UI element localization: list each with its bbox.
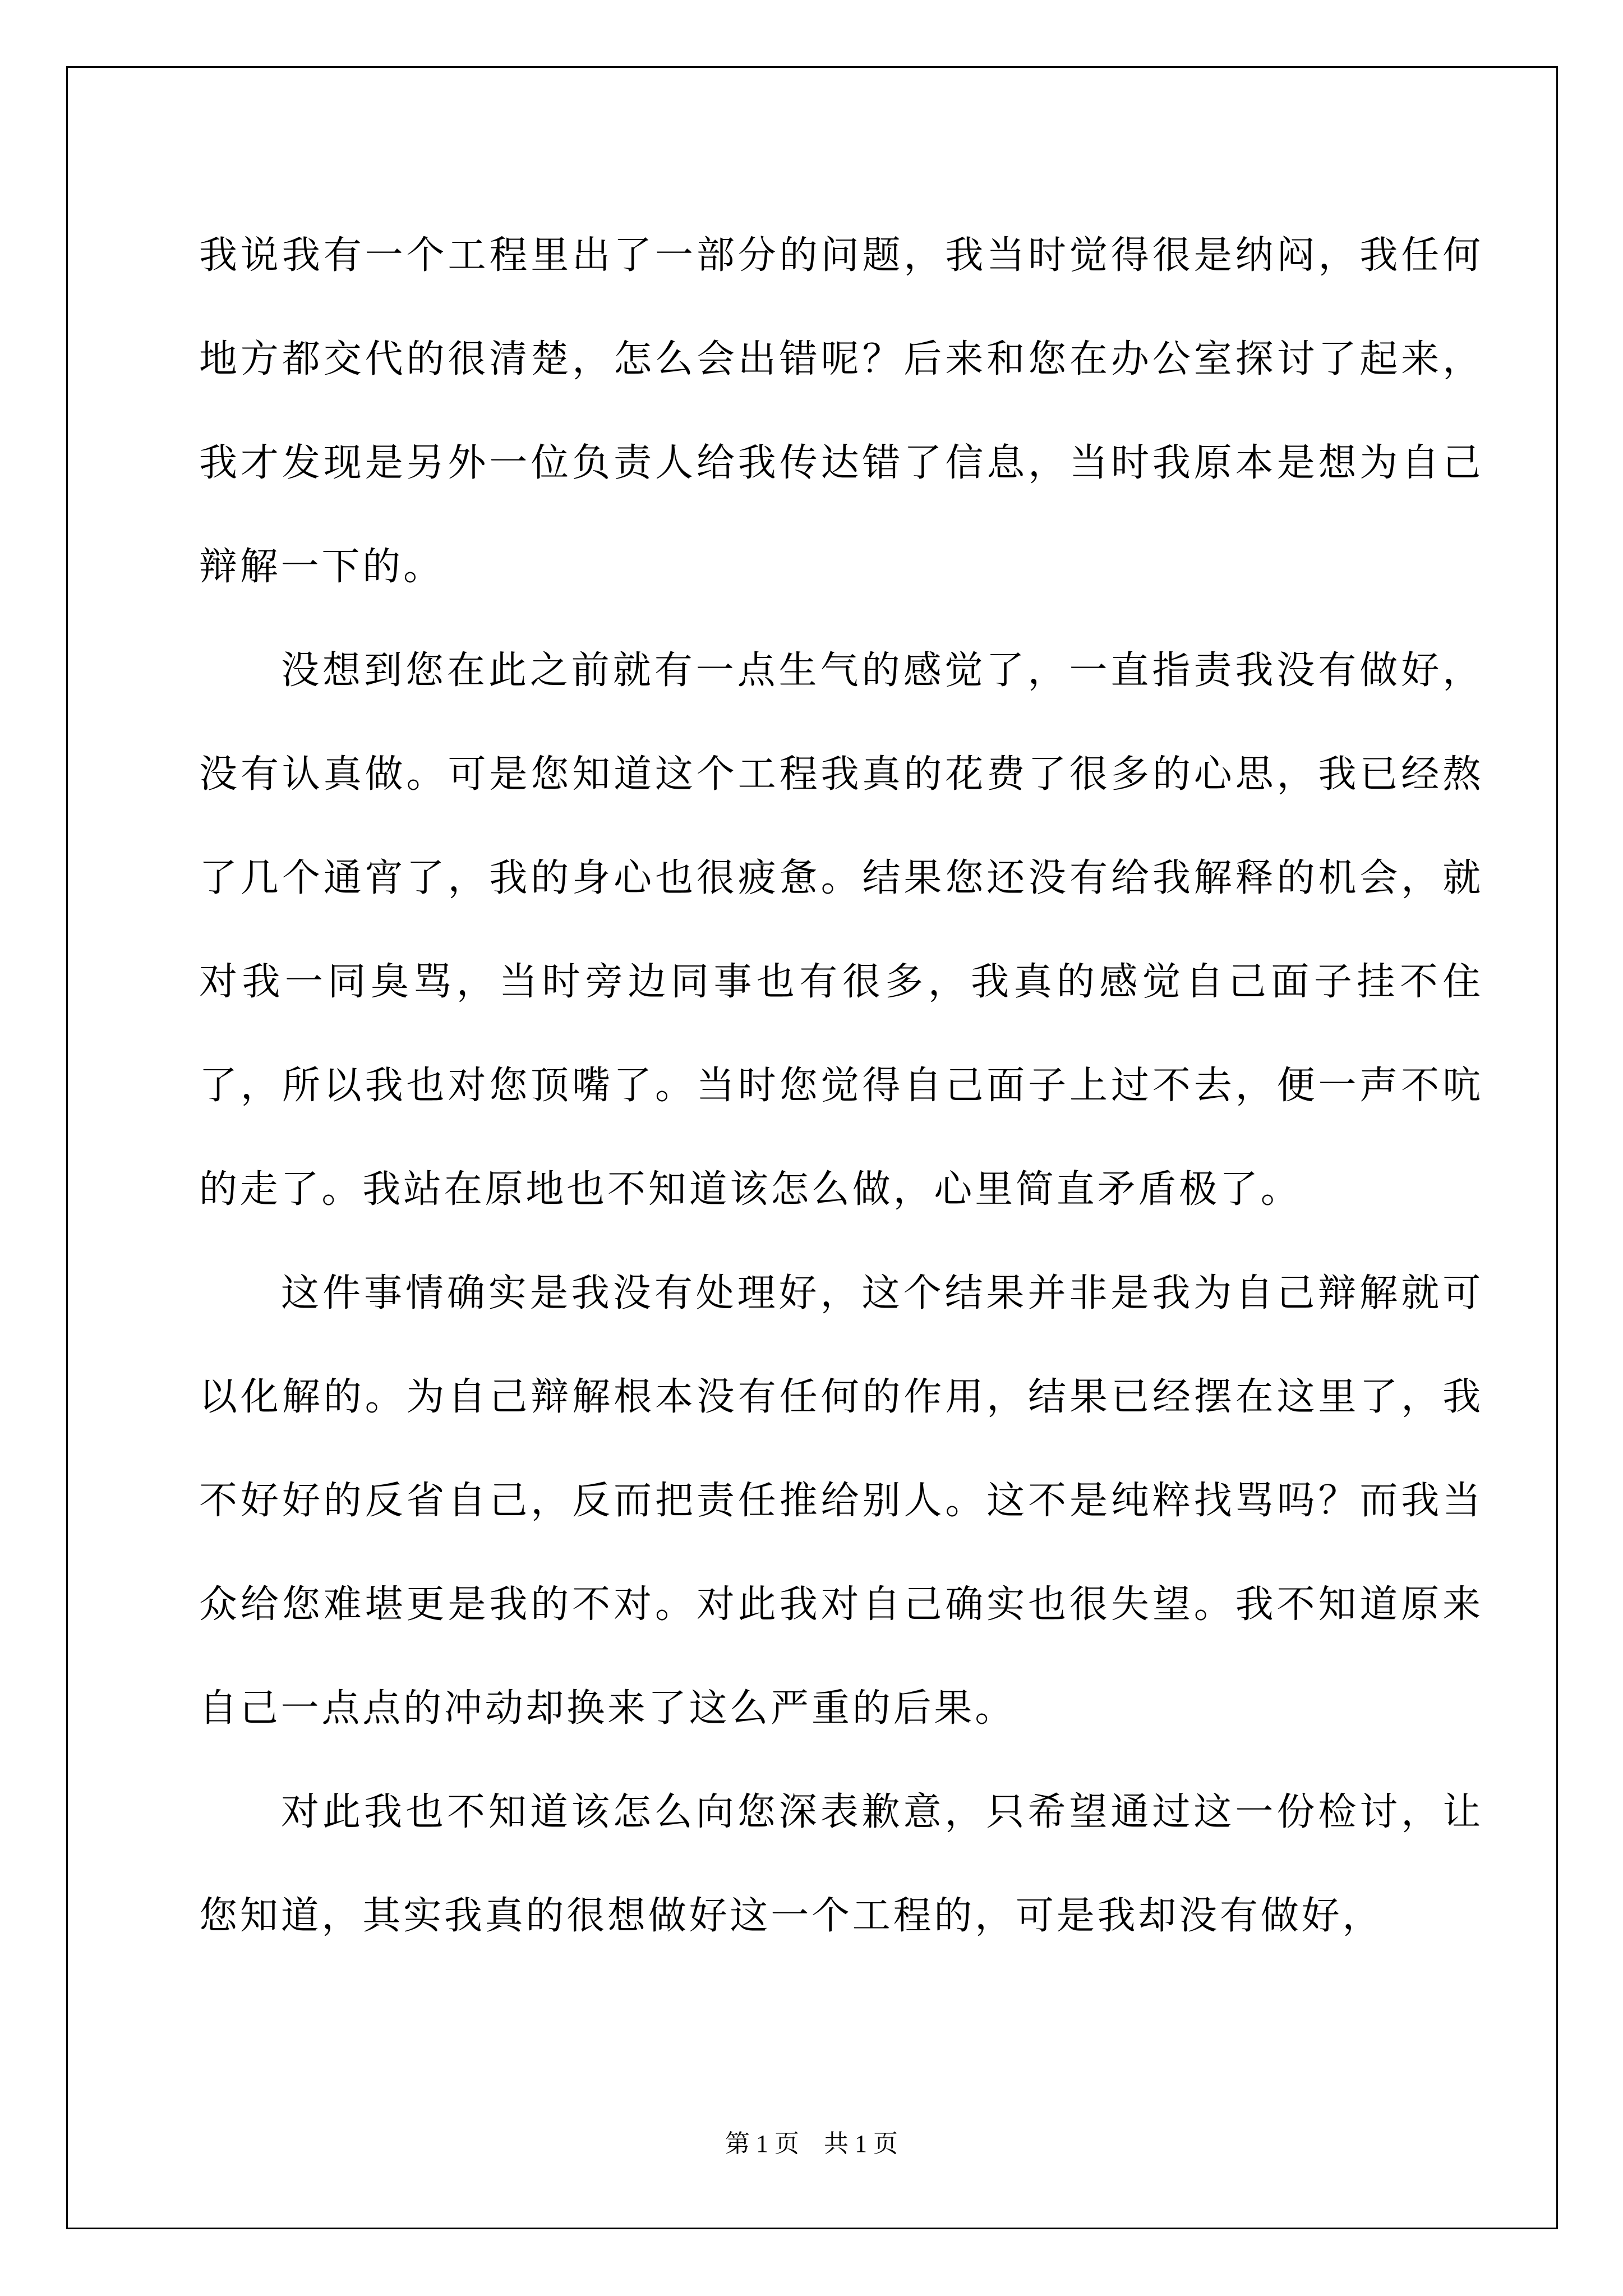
paragraph-4: 对此我也不知道该怎么向您深表歉意，只希望通过这一份检讨，让您知道，其实我真的很想做好这一个工程的，可是我却没有做好，: [199, 1790, 1483, 1938]
paragraph-3: 这件事情确实是我没有处理好，这个结果并非是我为自己辩解就可以化解的。为自己辩解根本没有任何的作用，结果已经摆在这里了，我不好好的反省自己，反而把责任推给别人。这不是纯粹找骂吗？而我当众给您难堪更是我的不对。对此我对自己确实也很失望。我不知道原来自己一点点的冲动却换来了这么严重的后果。: [199, 1271, 1483, 1731]
paragraph-1: 我说我有一个工程里出了一部分的问题，我当时觉得很是纳闷，我任何地方都交代的很清楚，怎么会出错呢？后来和您在办公室探讨了起来，我才发现是另外一位负责人给我传达错了信息，当时我原本是想为自己辩解一下的。: [199, 233, 1483, 589]
document-body: [199, 204, 1483, 1968]
paragraph-2: 没想到您在此之前就有一点生气的感觉了，一直指责我没有做好，没有认真做。可是您知道这个工程我真的花费了很多的心思，我已经熬了几个通宵了，我的身心也很疲惫。结果您还没有给我解释的机会，就对我一同臭骂，当时旁边同事也有很多，我真的感觉自己面子挂不住了，所以我也对您顶嘴了。当时您觉得自己面子上过不去，便一声不吭的走了。我站在原地也不知道该怎么做，心里简直矛盾极了。: [199, 648, 1483, 1212]
page-footer: 第 1 页 共 1 页: [725, 2130, 898, 2157]
